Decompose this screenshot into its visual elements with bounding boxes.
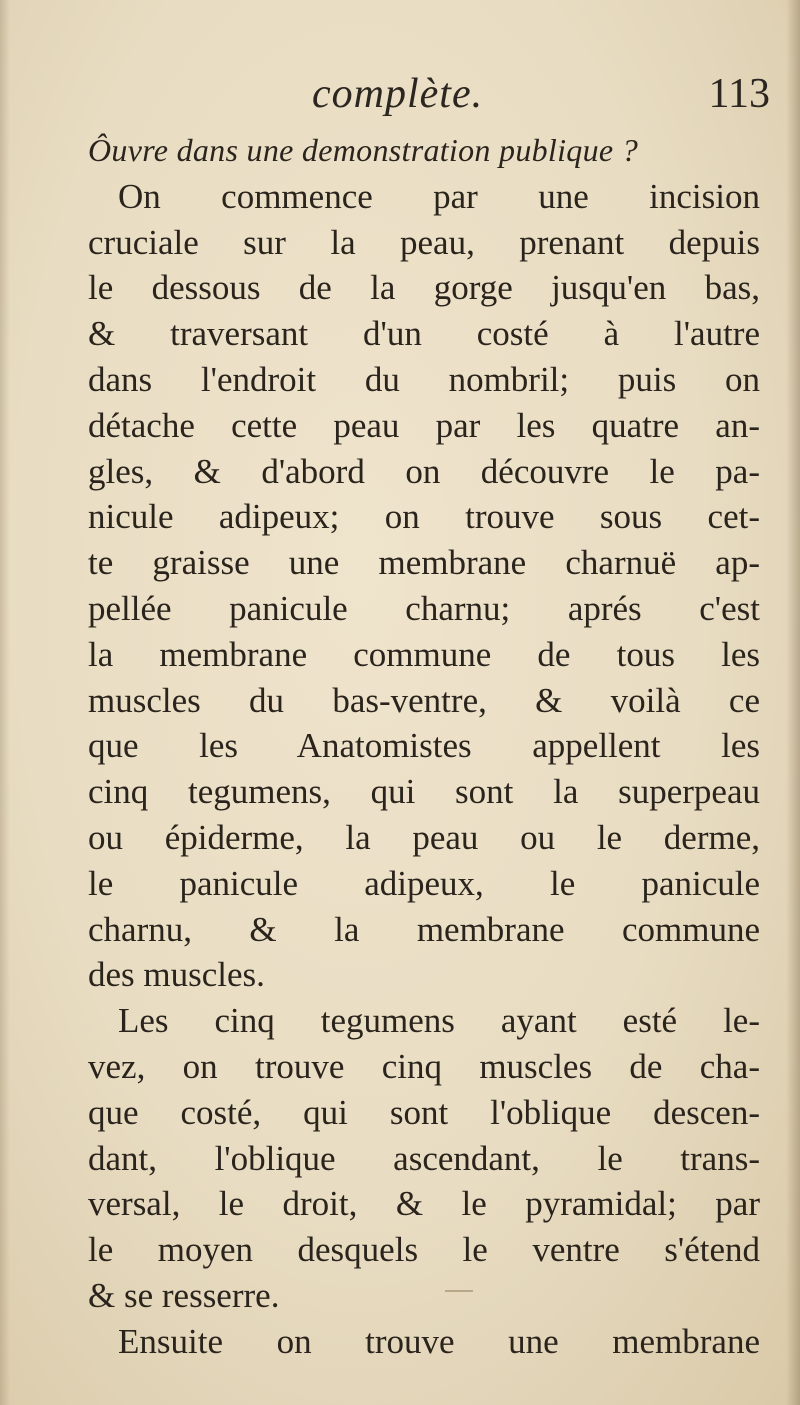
text-line: gles, & d'abord on découvre le pa- — [88, 451, 760, 491]
text-line: charnu, & la membrane commune — [88, 909, 760, 949]
running-head-title: complète. — [312, 71, 484, 117]
text-line: Ôuvre dans une demonstration publique ? — [88, 132, 639, 168]
bottom-rule — [445, 1290, 473, 1292]
text-line: le panicule adipeux, le panicule — [88, 863, 760, 903]
text-line: te graisse une membrane charnuë ap- — [88, 543, 760, 583]
text-line: nicule adipeux; on trouve sous cet- — [88, 497, 760, 537]
page-number: 113 — [708, 71, 770, 117]
text-line: ou épiderme, la peau ou le derme, — [88, 817, 760, 857]
text-line: & se resserre. — [88, 1275, 280, 1315]
text-line: On commence par une incision — [118, 176, 760, 216]
text-line: & traversant d'un costé à l'autre — [88, 314, 760, 354]
text-line: que costé, qui sont l'oblique descen- — [88, 1092, 760, 1132]
text-line: la membrane commune de tous les — [88, 634, 760, 674]
running-head — [80, 70, 770, 120]
text-line: pellée panicule charnu; aprés c'est — [88, 588, 760, 628]
text-line: le dessous de la gorge jusqu'en bas, — [88, 268, 760, 308]
text-line: dans l'endroit du nombril; puis on — [88, 359, 760, 399]
body-text — [88, 128, 760, 1365]
text-line: muscles du bas-ventre, & voilà ce — [88, 680, 760, 720]
text-line: Les cinq tegumens ayant esté le- — [118, 1001, 760, 1041]
text-line: des muscles. — [88, 955, 265, 995]
text-line: dant, l'oblique ascendant, le trans- — [88, 1138, 760, 1178]
text-line: cinq tegumens, qui sont la superpeau — [88, 772, 760, 812]
page-left-shadow — [0, 0, 10, 1405]
page-right-shadow — [786, 0, 800, 1405]
text-line: détache cette peau par les quatre an- — [88, 405, 760, 445]
text-line: Ensuite on trouve une membrane — [118, 1321, 760, 1361]
text-line: vez, on trouve cinq muscles de cha- — [88, 1046, 760, 1086]
text-line: cruciale sur la peau, prenant depuis — [88, 222, 760, 262]
text-line: versal, le droit, & le pyramidal; par — [88, 1184, 760, 1224]
text-line: que les Anatomistes appellent les — [88, 726, 760, 766]
text-line: le moyen desquels le ventre s'étend — [88, 1230, 760, 1270]
